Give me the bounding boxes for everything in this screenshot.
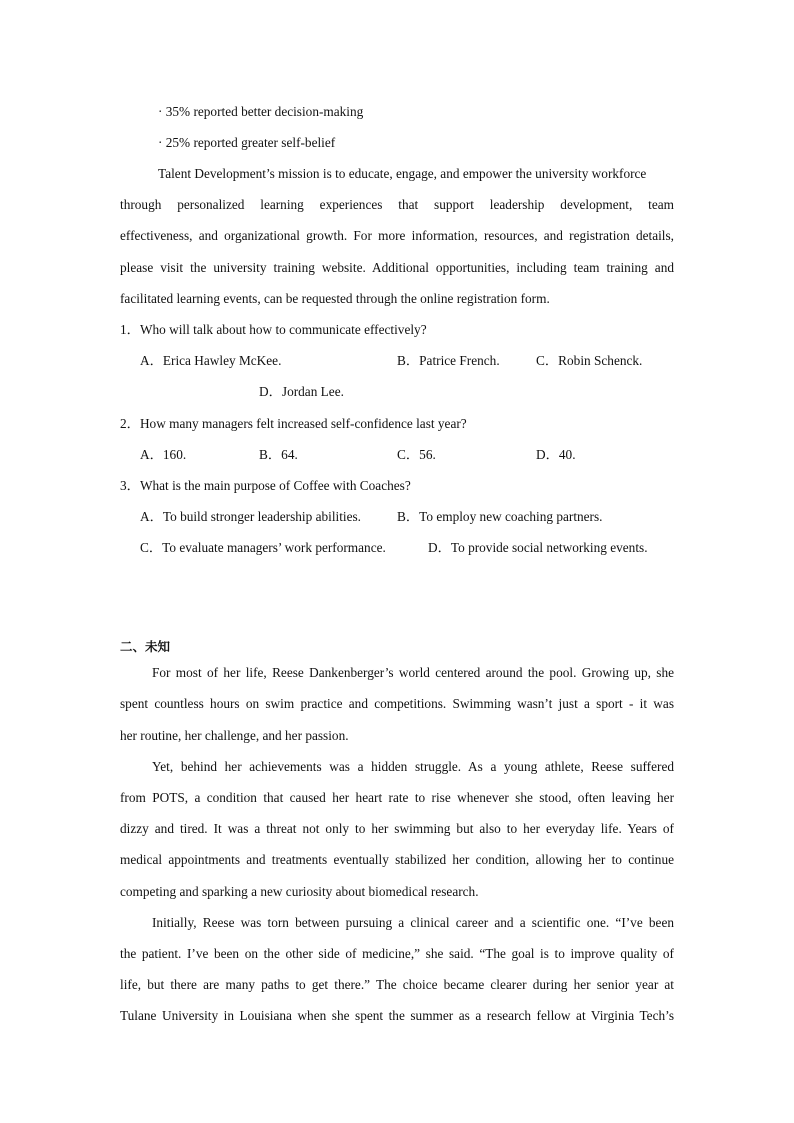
stat-item-decision-making: · 35% reported better decision-making — [158, 104, 364, 119]
passage-line: the patient. I’ve been on the other side of medicine,” she said. “The goal is to improve quality of — [120, 946, 674, 961]
passage-line: competing and sparking a new curiosity about biomedical research. — [120, 884, 479, 899]
passage-line: spent countless hours on swim practice and competitions. Swimming wasn’t just a sport - it was — [120, 696, 674, 711]
question-3-option-b[interactable]: B．To employ new coaching partners. — [397, 509, 603, 524]
passage-line: Yet, behind her achievements was a hidden struggle. As a young athlete, Reese suffered — [152, 759, 674, 774]
mission-line: through personalized learning experiences that support leadership development, team — [120, 197, 674, 212]
question-1-option-d[interactable]: D．Jordan Lee. — [259, 384, 344, 399]
question-3-option-a[interactable]: A．To build stronger leadership abilities. — [140, 509, 362, 524]
question-2-stem: 2．How many managers felt increased self-confidence last year? — [120, 416, 467, 431]
passage-line: dizzy and tired. It was a threat not only to her swimming but also to her everyday life. Years of — [120, 821, 674, 836]
question-2-option-a[interactable]: A．160. — [140, 447, 187, 462]
question-2-option-d[interactable]: D．40. — [536, 447, 576, 462]
passage-line: For most of her life, Reese Dankenberger’s world centered around the pool. Growing up, she — [152, 665, 674, 680]
mission-line: please visit the university training website. Additional opportunities, including team training and — [120, 260, 674, 275]
question-3-stem: 3．What is the main purpose of Coffee with Coaches? — [120, 478, 411, 493]
question-1-stem: 1．Who will talk about how to communicate effectively? — [120, 322, 427, 337]
question-2-option-b[interactable]: B．64. — [259, 447, 298, 462]
mission-line: Talent Development’s mission is to educate, engage, and empower the university workforce — [158, 166, 647, 181]
section-heading: 二、未知 — [120, 639, 171, 654]
question-1-option-b[interactable]: B．Patrice French. — [397, 353, 500, 368]
question-3-option-c[interactable]: C．To evaluate managers’ work performance. — [140, 540, 386, 555]
question-1-option-a[interactable]: A．Erica Hawley McKee. — [140, 353, 282, 368]
stat-item-self-belief: · 25% reported greater self-belief — [158, 135, 336, 150]
passage-line: from POTS, a condition that caused her heart rate to rise whenever she stood, often leaving her — [120, 790, 674, 805]
mission-line: facilitated learning events, can be requested through the online registration form. — [120, 291, 550, 306]
passage-line: her routine, her challenge, and her passion. — [120, 728, 349, 743]
mission-line: effectiveness, and organizational growth. For more information, resources, and registration details, — [120, 228, 674, 243]
passage-line: Initially, Reese was torn between pursuing a clinical career and a scientific one. “I’ve been — [152, 915, 674, 930]
question-1-option-c[interactable]: C．Robin Schenck. — [536, 353, 643, 368]
passage-line: life, but there are many paths to get there.” The choice became clearer during her senior year at — [120, 977, 674, 992]
question-3-option-d[interactable]: D．To provide social networking events. — [428, 540, 648, 555]
passage-line: medical appointments and treatments eventually stabilized her condition, allowing her to continue — [120, 852, 674, 867]
question-2-option-c[interactable]: C．56. — [397, 447, 436, 462]
passage-line: Tulane University in Louisiana when she spent the summer as a research fellow at Virginia Tech’s — [120, 1008, 674, 1023]
